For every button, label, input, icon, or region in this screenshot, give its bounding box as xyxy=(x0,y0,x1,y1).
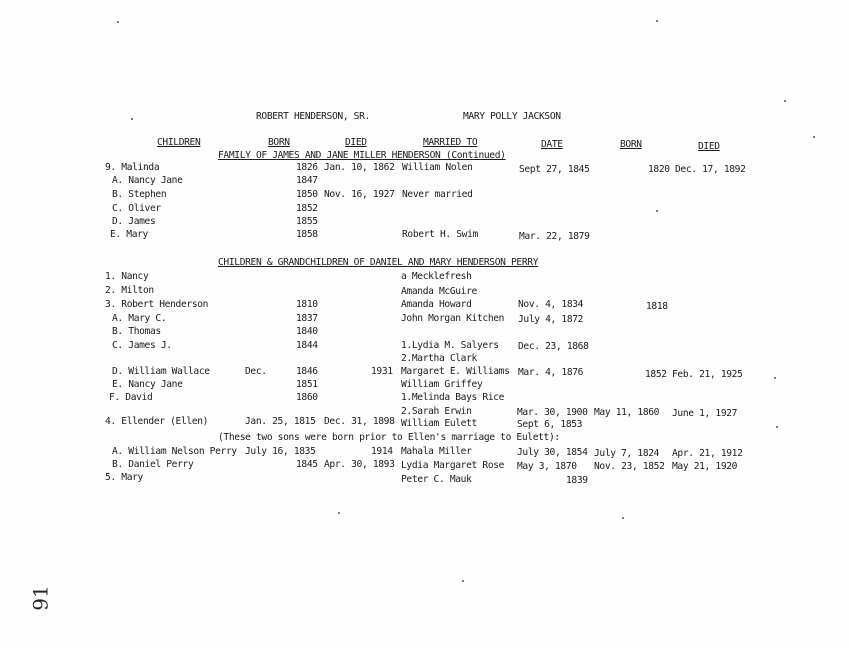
spouse-name: a Mecklefresh xyxy=(401,271,472,282)
spouse-name: Never married xyxy=(402,189,473,200)
spouse-born: Nov. 23, 1852 xyxy=(594,461,665,472)
child-name: 9. Malinda xyxy=(105,162,160,173)
child-name: 5. Mary xyxy=(105,472,143,483)
child-born: 1851 xyxy=(296,379,318,390)
child-name: A. Mary C. xyxy=(112,313,167,324)
scan-speck xyxy=(813,136,815,138)
scan-speck xyxy=(117,21,119,23)
child-name: C. Oliver xyxy=(112,203,161,214)
marriage-date: Nov. 4, 1834 xyxy=(518,299,584,310)
child-died: Apr. 30, 1893 xyxy=(324,459,395,470)
spouse-name: Margaret E. Williams xyxy=(401,366,510,377)
spouse-born: May 11, 1860 xyxy=(594,407,660,418)
scan-speck xyxy=(622,517,624,519)
child-born: 1840 xyxy=(296,326,318,337)
spouse-name: Peter C. Mauk xyxy=(401,474,472,485)
child-name: 3. Robert Henderson xyxy=(105,299,209,310)
scan-speck xyxy=(656,20,658,22)
scan-speck xyxy=(776,426,778,428)
spouse-died: Dec. 17, 1892 xyxy=(675,164,746,175)
child-died: Dec. 31, 1898 xyxy=(324,416,395,427)
spouse-born: 1839 xyxy=(566,475,588,486)
marriage-date: Sept 6, 1853 xyxy=(517,419,583,430)
scan-speck xyxy=(131,118,133,120)
spouse-name: William Nolen xyxy=(402,162,473,173)
spouse-name: 1.Lydia M. Salyers xyxy=(401,340,499,351)
scan-speck xyxy=(338,512,340,514)
col-date: DATE xyxy=(541,139,563,150)
child-born: July 16, 1835 xyxy=(245,446,316,457)
col-married-to: MARRIED TO xyxy=(423,137,478,148)
child-name: B. Thomas xyxy=(112,326,161,337)
col-born: BORN xyxy=(268,137,290,148)
spouse-died: June 1, 1927 xyxy=(672,408,738,419)
child-died: Jan. 10, 1862 xyxy=(324,162,395,173)
child-born: 1855 xyxy=(296,216,318,227)
child-died: 1931 xyxy=(371,366,393,377)
spouse-name: 2.Sarah Erwin xyxy=(401,406,472,417)
child-name: B. Daniel Perry xyxy=(112,459,194,470)
col-children: CHILDREN xyxy=(157,137,201,148)
section-title-james: FAMILY OF JAMES AND JANE MILLER HENDERSON (Continued) xyxy=(218,150,506,161)
child-born: 1850 xyxy=(296,189,318,200)
spouse-died: Apr. 21, 1912 xyxy=(672,448,743,459)
child-name: A. William Nelson Perry xyxy=(112,446,237,457)
spouse-name: 2.Martha Clark xyxy=(401,353,477,364)
child-name: A. Nancy Jane xyxy=(112,175,183,186)
child-name: 2. Milton xyxy=(105,285,154,296)
spouse-name: William Griffey xyxy=(401,379,483,390)
child-born: 1852 xyxy=(296,203,318,214)
child-name: 1. Nancy xyxy=(105,271,149,282)
scan-speck xyxy=(462,580,464,582)
marriage-date: Sept 27, 1845 xyxy=(519,164,590,175)
col-spouse-died: DIED xyxy=(698,141,720,152)
child-born: 1810 xyxy=(296,299,318,310)
child-born: 1846 xyxy=(296,366,318,377)
child-died: Nov. 16, 1927 xyxy=(324,189,395,200)
mother-name: MARY POLLY JACKSON xyxy=(463,111,561,122)
spouse-name: Amanda Howard xyxy=(401,299,472,310)
spouse-died: Feb. 21, 1925 xyxy=(672,369,743,380)
child-name: C. James J. xyxy=(112,340,172,351)
spouse-name: Lydia Margaret Rose xyxy=(401,460,505,471)
marriage-date: Mar. 4, 1876 xyxy=(518,367,584,378)
section-title-daniel: CHILDREN & GRANDCHILDREN OF DANIEL AND MARY HENDERSON PERRY xyxy=(218,257,539,268)
col-died: DIED xyxy=(345,137,367,148)
scan-speck xyxy=(656,210,658,212)
marriage-date: July 4, 1872 xyxy=(518,314,584,325)
spouse-died: May 21, 1920 xyxy=(672,461,738,472)
child-born: 1847 xyxy=(296,175,318,186)
child-born: 1844 xyxy=(296,340,318,351)
child-name: 4. Ellender (Ellen) xyxy=(105,416,209,427)
child-name: B. Stephen xyxy=(112,189,167,200)
child-born-month: Dec. xyxy=(245,366,267,377)
child-born: 1845 xyxy=(296,459,318,470)
spouse-born: 1852 xyxy=(645,369,667,380)
child-name: D. James xyxy=(112,216,156,227)
spouse-name: Robert H. Swim xyxy=(402,229,478,240)
spouse-born: July 7, 1824 xyxy=(594,448,660,459)
spouse-name: Mahala Miller xyxy=(401,446,472,457)
scan-speck xyxy=(774,377,776,379)
spouse-name: William Eulett xyxy=(401,418,477,429)
col-spouse-born: BORN xyxy=(620,139,642,150)
marriage-date: Mar. 22, 1879 xyxy=(519,231,590,242)
child-born: 1858 xyxy=(296,229,318,240)
marriage-date: July 30, 1854 xyxy=(517,447,588,458)
scan-speck xyxy=(784,100,786,102)
spouse-born: 1820 xyxy=(648,164,670,175)
spouse-name: John Morgan Kitchen xyxy=(401,313,505,324)
child-born: 1860 xyxy=(296,392,318,403)
spouse-name: 1.Melinda Bays Rice xyxy=(401,392,505,403)
page-number: 91 xyxy=(28,585,53,611)
spouse-born: 1818 xyxy=(646,301,668,312)
child-born: 1826 xyxy=(296,162,318,173)
father-name: ROBERT HENDERSON, SR. xyxy=(256,111,370,122)
child-name: E. Nancy Jane xyxy=(112,379,183,390)
marriage-date: Dec. 23, 1868 xyxy=(518,341,589,352)
spouse-name: Amanda McGuire xyxy=(401,286,477,297)
child-born: 1837 xyxy=(296,313,318,324)
family-note: (These two sons were born prior to Ellen's marriage to Eulett): xyxy=(218,432,560,443)
child-born: Jan. 25, 1815 xyxy=(245,416,316,427)
marriage-date: May 3, 1870 xyxy=(517,461,577,472)
child-name: F. David xyxy=(109,392,153,403)
child-name: E. Mary xyxy=(110,229,148,240)
marriage-date: Mar. 30, 1900 xyxy=(517,407,588,418)
child-name: D. William Wallace xyxy=(112,366,210,377)
child-died: 1914 xyxy=(371,446,393,457)
